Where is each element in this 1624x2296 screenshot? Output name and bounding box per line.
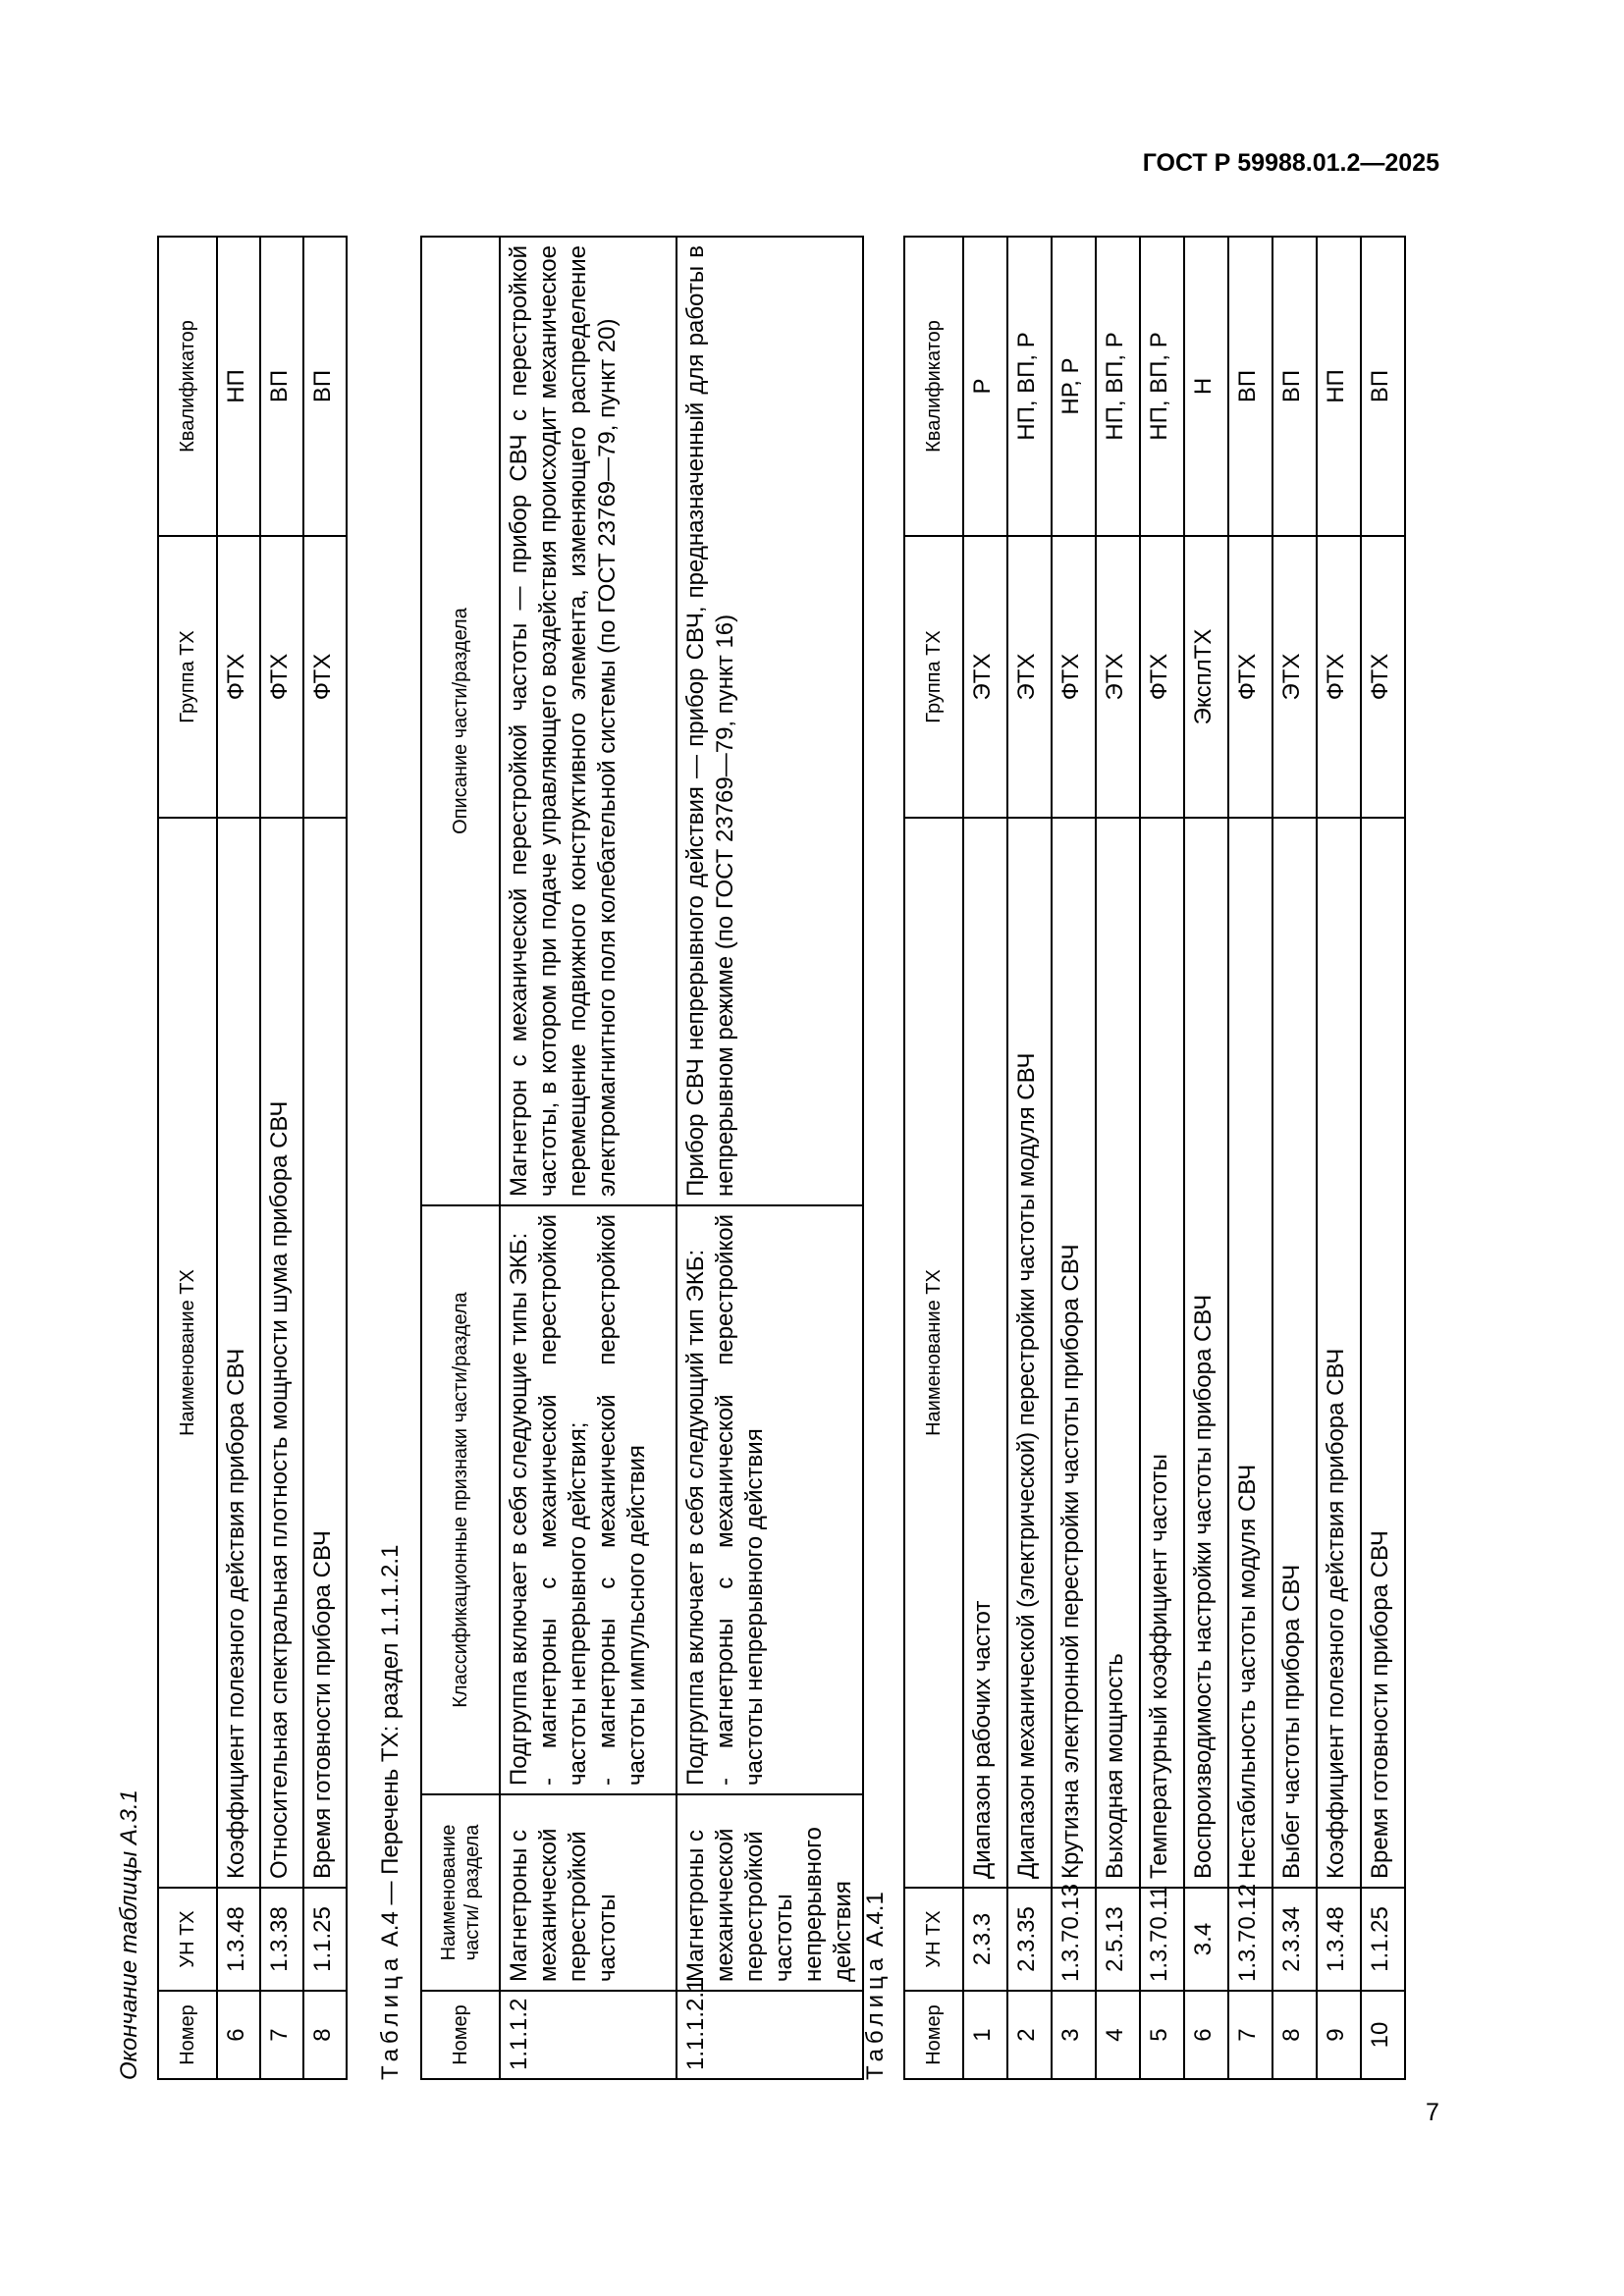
cell-group: ФТХ <box>1140 536 1184 818</box>
cell-qual: НП <box>217 237 260 536</box>
cell-name: Нестабильность частоты модуля СВЧ <box>1228 818 1272 1888</box>
table-row <box>1228 237 1272 2079</box>
table-a41 <box>903 236 1406 2080</box>
cell-name: Выходная мощность <box>1096 818 1140 1888</box>
cell-group: ЭксплТХ <box>1184 536 1228 818</box>
cell-code: 2.3.3 <box>963 1888 1007 1991</box>
table-row <box>1096 237 1140 2079</box>
cell-code: 1.1.25 <box>303 1888 347 1991</box>
cell-name: Коэффициент полезного действия прибора СВЧ <box>217 818 260 1888</box>
cell-code: 1.1.25 <box>1361 1888 1405 1991</box>
cell-qual: НП, ВП, Р <box>1096 237 1140 536</box>
cell-group: ФТХ <box>1228 536 1272 818</box>
cell-name: Магнетроны с механической перестройкой частоты <box>500 1794 677 1991</box>
table-a4-caption <box>377 1545 405 2080</box>
cell-qual: ВП <box>303 237 347 536</box>
cell-features <box>500 1205 677 1794</box>
cell-qual: ВП <box>1272 237 1317 536</box>
cell-num: 7 <box>1228 1991 1272 2079</box>
cell-code: 1.3.38 <box>260 1888 303 1991</box>
page-number: 7 <box>1426 2099 1439 2126</box>
cell-num: 8 <box>303 1991 347 2079</box>
cell-code: 1.3.70.11 <box>1140 1888 1184 1991</box>
table-a31-end <box>157 236 348 2080</box>
cell-num: 1.1.1.2 <box>500 1991 677 2079</box>
col-header: Наименование ТХ <box>158 818 217 1888</box>
cell-code: 2.3.34 <box>1272 1888 1317 1991</box>
cell-num: 9 <box>1317 1991 1361 2079</box>
cell-group: ФТХ <box>1361 536 1405 818</box>
cell-code: 3.4 <box>1184 1888 1228 1991</box>
cell-group: ЭТХ <box>1096 536 1140 818</box>
cell-num: 1 <box>963 1991 1007 2079</box>
table-row <box>217 237 260 2079</box>
cell-code: 1.3.48 <box>1317 1888 1361 1991</box>
cell-qual: НП <box>1317 237 1361 536</box>
cell-group: ЭТХ <box>1272 536 1317 818</box>
col-header: УН ТХ <box>904 1888 963 1991</box>
cell-num: 5 <box>1140 1991 1184 2079</box>
cell-qual: НП, ВП, Р <box>1140 237 1184 536</box>
col-header: УН ТХ <box>158 1888 217 1991</box>
col-header: Номер <box>158 1991 217 2079</box>
cell-description: Магнетрон с механической перестройкой частоты — прибор СВЧ с перестройкой частоты, в котором при подаче управляющего воздействия происходит механическое перемещение подвижного конструктивного элемента, изменяющего распределение электромагнитного поля колебательной системы (по ГОСТ 23769—79, пункт 20) <box>500 237 677 1205</box>
col-header: Классификационные признаки части/раздела <box>421 1205 500 1794</box>
cell-name: Время готовности прибора СВЧ <box>303 818 347 1888</box>
col-header: Квалификатор <box>158 237 217 536</box>
cell-qual: Р <box>963 237 1007 536</box>
col-header: Наименование ТХ <box>904 818 963 1888</box>
table-header-row <box>904 237 963 2079</box>
table-row <box>1317 237 1361 2079</box>
cell-name: Выбег частоты прибора СВЧ <box>1272 818 1317 1888</box>
cell-features <box>677 1205 863 1794</box>
cell-qual: НР, Р <box>1052 237 1096 536</box>
cell-qual: Н <box>1184 237 1228 536</box>
cell-qual: НП, ВП, Р <box>1007 237 1052 536</box>
table-row <box>677 237 863 2079</box>
table-row <box>1272 237 1317 2079</box>
cell-name: Время готовности прибора СВЧ <box>1361 818 1405 1888</box>
cell-num: 7 <box>260 1991 303 2079</box>
caption-text: А.4 — Перечень ТХ: раздел 1.1.1.2.1 <box>377 1544 404 1953</box>
col-header: Квалификатор <box>904 237 963 536</box>
features-text: Подгруппа включает в себя следующий тип ЭКБ: - магнетроны с механической перестройкой частоты непрерывного действия <box>682 1214 768 1786</box>
cell-qual: ВП <box>260 237 303 536</box>
cell-group: ФТХ <box>260 536 303 818</box>
table-row <box>1140 237 1184 2079</box>
table-header-row <box>158 237 217 2079</box>
cell-code: 1.3.70.13 <box>1052 1888 1096 1991</box>
cell-group: ЭТХ <box>1007 536 1052 818</box>
features-text: Подгруппа включает в себя следующие типы ЭКБ: - магнетроны с механической перестройкой частоты непрерывного действия; - магнетроны с механической перестройкой частоты импульсного действия <box>506 1214 650 1786</box>
table-row <box>1361 237 1405 2079</box>
col-header: Номер <box>904 1991 963 2079</box>
cell-num: 3 <box>1052 1991 1096 2079</box>
table-word: Таблица <box>377 1952 404 2080</box>
cell-group: ФТХ <box>1052 536 1096 818</box>
cell-name: Относительная спектральная плотность мощности шума прибора СВЧ <box>260 818 303 1888</box>
cell-name: Диапазон рабочих частот <box>963 818 1007 1888</box>
cell-code: 2.3.35 <box>1007 1888 1052 1991</box>
cell-name: Магнетроны с механической перестройкой частоты непрерывного действия <box>677 1794 863 1991</box>
cell-num: 4 <box>1096 1991 1140 2079</box>
cell-name: Крутизна электронной перестройки частоты прибора СВЧ <box>1052 818 1096 1888</box>
cell-qual: ВП <box>1361 237 1405 536</box>
cell-num: 2 <box>1007 1991 1052 2079</box>
cell-num: 1.1.1.2.1 <box>677 1991 863 2079</box>
table-row <box>1052 237 1096 2079</box>
table-word: Таблица <box>862 1952 889 2080</box>
cell-group: ФТХ <box>1317 536 1361 818</box>
table-row <box>1007 237 1052 2079</box>
cell-num: 8 <box>1272 1991 1317 2079</box>
col-header: Группа ТХ <box>158 536 217 818</box>
table-row <box>260 237 303 2079</box>
cell-group: ФТХ <box>217 536 260 818</box>
cell-name: Коэффициент полезного действия прибора СВЧ <box>1317 818 1361 1888</box>
table-row <box>1184 237 1228 2079</box>
cell-description: Прибор СВЧ непрерывного действия — прибор СВЧ, предназначенный для работы в непрерывном режиме (по ГОСТ 23769—79, пункт 16) <box>677 237 863 1205</box>
table-row <box>303 237 347 2079</box>
table-row <box>963 237 1007 2079</box>
cell-code: 1.3.70.12 <box>1228 1888 1272 1991</box>
table-a4 <box>420 236 864 2080</box>
cell-group: ЭТХ <box>963 536 1007 818</box>
cell-num: 6 <box>217 1991 260 2079</box>
table-header-row <box>421 237 500 2079</box>
table-a41-caption <box>862 1892 890 2080</box>
col-header: Группа ТХ <box>904 536 963 818</box>
cell-name: Температурный коэффициент частоты <box>1140 818 1184 1888</box>
document-code: ГОСТ Р 59988.01.2—2025 <box>1142 149 1439 177</box>
col-header: Номер <box>421 1991 500 2079</box>
col-header: Описание части/раздела <box>421 237 500 1205</box>
cell-qual: ВП <box>1228 237 1272 536</box>
cell-name: Воспроизводимость настройки частоты прибора СВЧ <box>1184 818 1228 1888</box>
cell-code: 2.5.13 <box>1096 1888 1140 1991</box>
cell-num: 6 <box>1184 1991 1228 2079</box>
cell-name: Диапазон механической (электрической) перестройки частоты модуля СВЧ <box>1007 818 1052 1888</box>
cell-num: 10 <box>1361 1991 1405 2079</box>
caption-text: А.4.1 <box>862 1892 889 1953</box>
table-row <box>500 237 677 2079</box>
table-a31-caption: Окончание таблицы А.3.1 <box>116 1789 142 2080</box>
cell-code: 1.3.48 <box>217 1888 260 1991</box>
col-header: Наименование части/ раздела <box>421 1794 500 1991</box>
cell-group: ФТХ <box>303 536 347 818</box>
